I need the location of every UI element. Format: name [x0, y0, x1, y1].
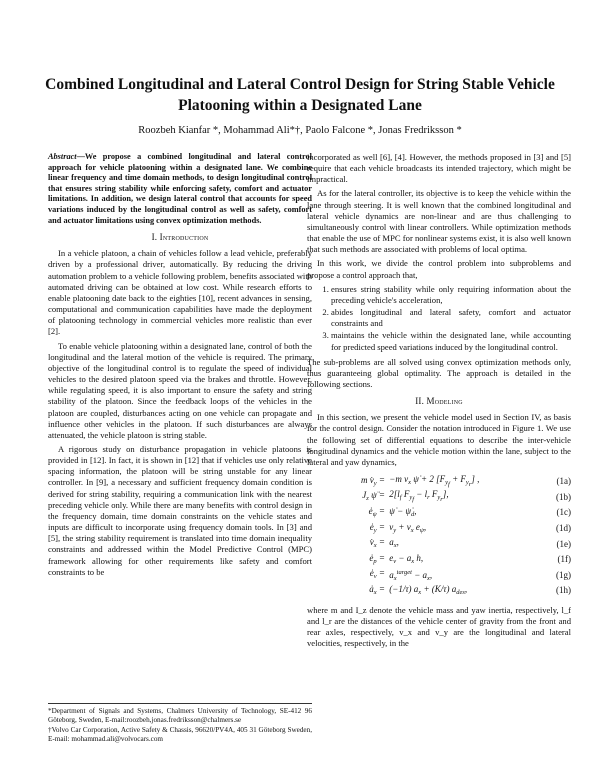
equation-1g: $ė_v$ = $a_x^{target} - a_x$, (1g): [369, 568, 571, 582]
equation-1h: $ȧ_x$ = (−1/τ) $a_x + (K/\tau)$ $a_{des}$, (1h): [369, 583, 571, 596]
intro-paragraph-3: A rigorous study on disturbance propagation in vehicle platoons is provided in [12]. In fact, it is shown in [12] that if vehicles use only relative spacing information, the platoon will be string unstable for any linear controller. In [9], a necessary and sufficient frequency domain condition is derived for string stability, requiring a communication link with the nearest preceding vehicle only. While there are many benefits with control design in the frequency domain, time domain constraints on the vehicle states and inputs are difficult to incorporate using frequency domain tools. In [3] and [5], the string stability requirement is translated into time domain inequality constraints and addressed within the Model Predictive Control (MPC) framework allowing for other requirements like safety and comfort constraints to be: [48, 443, 312, 577]
footnote-affiliation-1: *Department of Signals and Systems, Chalmers University of Technology, SE-412 96 Göteborg, Sweden, E-mail:roozbeh,jonas.fredriksson@chalmers.se: [48, 707, 312, 724]
equation-1f: $ė_p$ = $e_v - a_x$ h, (1f): [369, 552, 571, 565]
left-column: [48, 152, 312, 581]
abstract-lead: Abstract: [48, 152, 77, 161]
equation-1c: $ė_\psi$ = ψ̇ − $\psi̇_d$, (1c): [368, 505, 571, 518]
right-paragraph-continued: incorporated as well [6], [4]. However, the methods proposed in [3] and [5] require that each vehicle broadcasts its intended trajectory, which might be impractical.: [307, 152, 571, 185]
author-list: Roozbeh Kianfar *, Mohammad Ali*†, Paolo Falcone *, Jonas Fredriksson *: [138, 125, 462, 136]
contribution-list: [307, 284, 571, 353]
equation-1b: $J_z$ ψ̈ = $2[l_f$ $F_{yf} - l_r$ $F_{yr}$], (1b): [362, 489, 571, 504]
subproblems-paragraph: In this work, we divide the control problem into subproblems and propose a control approach that,: [307, 258, 571, 280]
modeling-paragraph: In this section, we present the vehicle model used in Section IV, as basis for the control design. Consider the notation introduced in Figure 1. We use the following set of differential equations to describe the inter-vehicle longitudinal dynamics and the vehicle motion within the lane, subject to the lateral and yaw dynamics,: [307, 412, 571, 467]
notation-paragraph: where m and I_z denote the vehicle mass and yaw inertia, respectively, l_f and l_r are the distances of the vehicle center of gravity from the front and rear axles, respectively, v_x and v_y are the longitudinal and lateral velocities, respectively, in the: [307, 604, 571, 649]
equation-1e: $v̇_x$ = $a_x$, (1e): [369, 537, 571, 550]
equation-1a: m $v̇_y$ = −m $v_x$ ψ̇ + 2 $[F_{yf} + F_{yr}]$ , (1a): [361, 473, 571, 488]
section-heading-introduction: I. Introduction: [151, 232, 209, 243]
abstract: [48, 152, 312, 226]
list-item: 1. ensures string stability while only requiring information about the preceding vehicle's acceleration,: [331, 284, 571, 306]
list-item: 2. abides longitudinal and lateral safety, comfort and actuator constraints and: [331, 307, 571, 329]
list-item: 3. maintains the vehicle within the designated lane, while accounting for predicted speed variations induced by the longitudinal control.: [331, 330, 571, 352]
approach-paragraph: The sub-problems are all solved using convex optimization methods only, thus guaranteeing global optimality. The approach is detailed in the following sections.: [307, 356, 571, 389]
equation-1d: $ė_y$ = $v_y + v_x$ $e_\psi$, (1d): [369, 521, 571, 534]
section-heading-modeling: II. Modeling: [415, 396, 463, 407]
lateral-control-paragraph: As for the lateral controller, its objective is to keep the vehicle within the lane through steering. It is well known that the combined longitudinal and lateral vehicle dynamics are non-linear and are thus challenging to simultaneously control with linear controllers. While optimization methods that enable the use of MPC for nonlinear systems exist, it is also well known that such methods are associated with problems of local optima.: [307, 188, 571, 255]
paper-title: Combined Longitudinal and Lateral Control Design for String Stable Vehicle Platooning within a Designated Lane: [45, 76, 555, 114]
right-column: [307, 152, 571, 652]
intro-paragraph-2: To enable vehicle platooning within a designated lane, control of both the longitudinal and the lateral motion of the vehicle is required. The primary objective of the longitudinal control is to regulate the speed of individual vehicles to the desired platoon speed via the brakes and throttle. However, while regulating speed, it is also important to ensure the safety and string stability of the platoon. Since the feedback loops of the vehicles in the platoon are coupled, disturbances acting on one vehicle can propagate and influence other vehicles in the platoon. If such disturbances are always attenuated, the vehicle platoon is string stable.: [48, 340, 312, 440]
footnote-affiliation-2: †Volvo Car Corporation, Active Safety & Chassis, 96620/PV4A, 405 31 Göteborg Sweden, E-mail: mohammad.ali@volvocars.com: [48, 726, 312, 743]
footnotes: [48, 703, 312, 745]
equation-block: [307, 474, 571, 599]
abstract-text: —We propose a combined longitudinal and lateral control approach for vehicle platooning within a designated lane. We combine linear frequency and time domain methods, to design longitudinal control that ensures string stability while enforcing safety, comfort and actuator limitations. In addition, we design lateral control that accounts for speed variations induced by the longitudinal control as well as safety, comfort and actuator limitations using convex optimization methods.: [48, 152, 312, 225]
intro-paragraph-1: In a vehicle platoon, a chain of vehicles follow a lead vehicle, preferably driven by a professional driver, automatically. By reducing the driving automation problem to a vehicle following problem, benefits associated with automated driving can be obtained at low cost. While research efforts to enable platooning date back to the eighties [10], recent advances in sensing, computational and communication capabilities have made the deployment of platooning technology in commercial vehicles more realistic than ever [2].: [48, 248, 312, 337]
